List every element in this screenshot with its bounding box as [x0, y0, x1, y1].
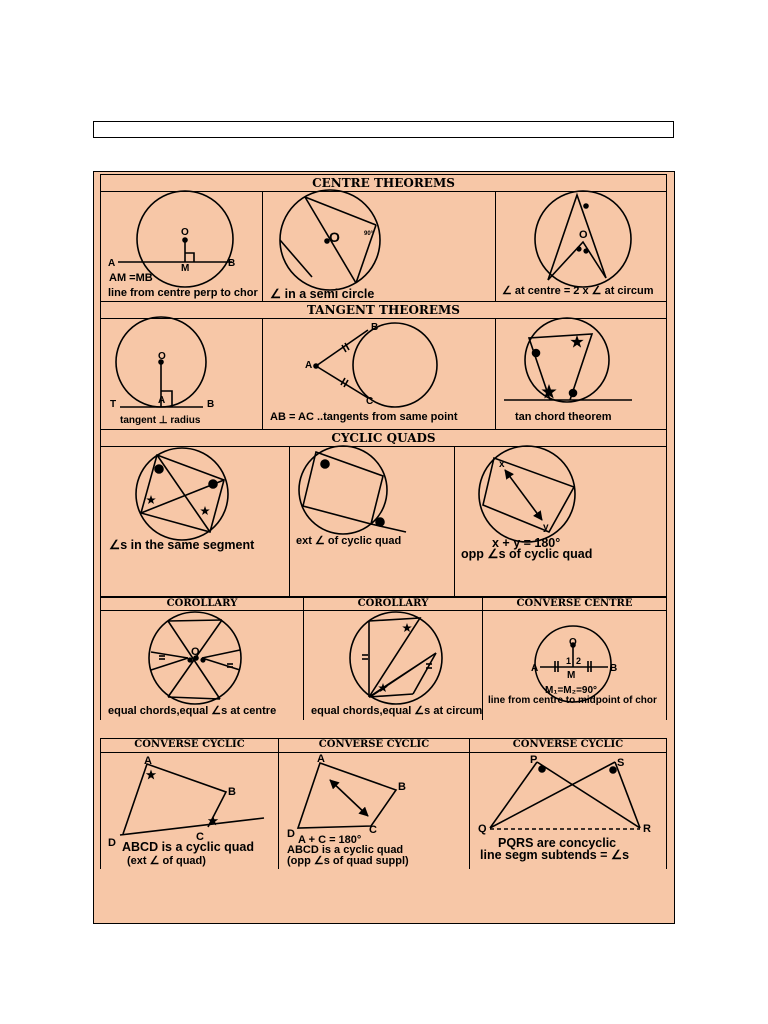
label-d: D: [108, 837, 116, 849]
header-converse-centre: CONVERSE CENTRE: [482, 597, 667, 611]
caption-converse-ext-2: (ext ∠ of quad): [127, 855, 206, 867]
caption-converse-ext-1: ABCD is a cyclic quad: [122, 840, 254, 854]
tangent-radius-figure: [116, 317, 206, 407]
label-2: 2: [576, 656, 582, 666]
label-y: y: [543, 522, 549, 533]
label-c: C: [369, 824, 377, 836]
label-o: O: [329, 229, 340, 245]
label-c: C: [196, 831, 204, 843]
label-b: B: [228, 786, 236, 798]
am-mb-note: AM =MB: [109, 272, 153, 284]
header-corollary-2: COROLLARY: [303, 597, 483, 611]
concyclic-figure: [490, 762, 640, 829]
label-a: A: [305, 360, 313, 371]
label-o: O: [181, 227, 189, 238]
star-icon: [200, 506, 210, 515]
label-b: B: [371, 322, 379, 333]
caption-concyclic-2: line segm subtends = ∠s: [480, 848, 630, 862]
label-o: O: [158, 351, 166, 362]
header-tangent-theorems: TANGENT THEOREMS: [100, 301, 667, 319]
label-d: D: [287, 828, 295, 840]
label-m: M: [181, 263, 190, 274]
label-b: B: [398, 781, 406, 793]
label-90: 90°: [364, 231, 374, 237]
label-q: Q: [478, 823, 487, 835]
caption-same-segment: ∠s in the same segment: [109, 538, 255, 552]
tan-chord-figure: [504, 318, 632, 402]
label-o: O: [569, 637, 577, 648]
opp-sum-equation: A + C = 180°: [298, 834, 362, 846]
caption-ext-angle: ext ∠ of cyclic quad: [296, 535, 402, 547]
caption-perp-chord: line from centre perp to chor: [108, 287, 258, 299]
label-c: C: [366, 396, 374, 407]
ext-angle-figure: [299, 446, 406, 534]
caption-midpoint-chord: line from centre to midpoint of chor: [488, 695, 657, 706]
label-a: A: [158, 395, 166, 406]
equal-chords-circum-figure: [350, 612, 442, 704]
caption-converse-opp-1: ABCD is a cyclic quad: [287, 844, 404, 856]
caption-tangents-same-point: AB = AC ..tangents from same point: [270, 411, 458, 423]
star-icon: [146, 770, 156, 780]
converse-ext-figure: [120, 764, 264, 835]
label-b: B: [610, 663, 618, 674]
label-x: x: [499, 459, 505, 470]
right-angle-equation: M₁=M₂=90°: [545, 685, 598, 696]
tangents-same-point-figure: [314, 323, 437, 407]
label-r: R: [643, 823, 651, 835]
converse-opp-figure: [298, 763, 396, 828]
caption-opp-angles: opp ∠s of cyclic quad: [461, 547, 593, 561]
label-p: P: [530, 754, 538, 766]
caption-equal-chords-centre: equal chords,equal ∠s at centre: [108, 705, 277, 717]
header-corollary-1: COROLLARY: [100, 597, 304, 611]
header-centre-theorems: CENTRE THEOREMS: [100, 174, 667, 192]
opp-angles-figure: [479, 446, 575, 542]
star-icon: [146, 495, 156, 504]
star-icon: [402, 623, 412, 632]
same-segment-figure: [136, 448, 228, 540]
caption-semicircle: ∠ in a semi circle: [270, 287, 375, 301]
label-1: 1: [566, 656, 572, 666]
label-a: A: [531, 663, 539, 674]
caption-tan-chord: tan chord theorem: [515, 411, 612, 423]
label-o: O: [191, 646, 200, 658]
label-b: B: [228, 258, 236, 269]
label-o: O: [579, 229, 588, 241]
caption-converse-opp-2: (opp ∠s of quad suppl): [287, 855, 409, 867]
label-b: B: [207, 399, 215, 410]
header-converse-cyclic-3: CONVERSE CYCLIC: [469, 738, 667, 753]
header-cyclic-quads: CYCLIC QUADS: [100, 429, 667, 447]
header-converse-cyclic-1: CONVERSE CYCLIC: [100, 738, 279, 753]
label-t: T: [110, 399, 117, 410]
caption-tangent-radius: tangent ⊥ radius: [120, 415, 201, 426]
label-a: A: [108, 258, 116, 269]
label-a: A: [317, 753, 325, 765]
label-s: S: [617, 757, 625, 769]
caption-concyclic-1: PQRS are concyclic: [498, 836, 617, 850]
header-converse-cyclic-2: CONVERSE CYCLIC: [278, 738, 470, 753]
caption-centre-angle: ∠ at centre = 2 x ∠ at circum: [502, 285, 654, 297]
label-a: A: [144, 755, 152, 767]
label-m: M: [567, 670, 576, 681]
star-icon: [570, 335, 583, 348]
equal-chords-centre-figure: [149, 612, 241, 704]
caption-equal-chords-circum: equal chords,equal ∠s at circum: [311, 705, 483, 717]
opp-angles-equation: x + y = 180°: [492, 536, 561, 550]
